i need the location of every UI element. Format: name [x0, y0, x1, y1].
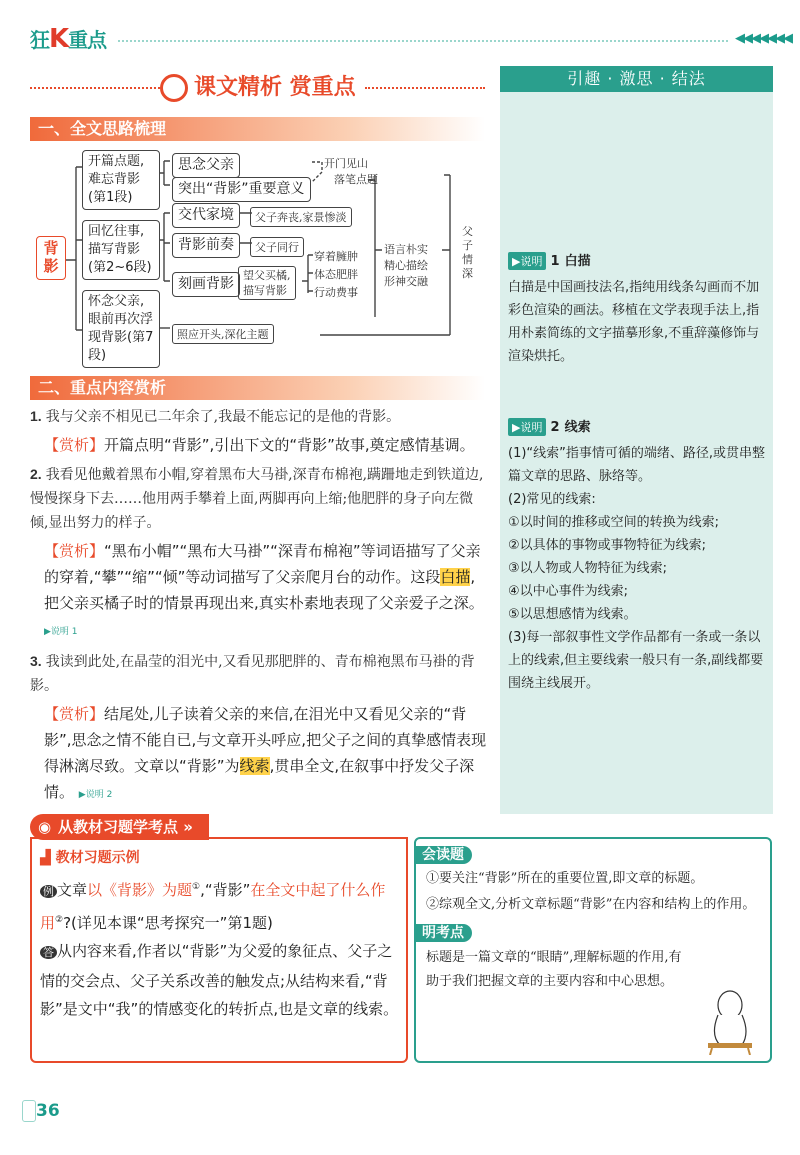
section-bar-outline: 一、全文思路梳理 [30, 117, 485, 141]
sidebar-note-1 [508, 250, 766, 368]
diagram-box-miss-father: 思念父亲 [172, 153, 240, 178]
note-text: 白描是中国画技法名,指纯用线条勾画而不加彩色渲染的画法。移植在文学表现手法上,指用朴素简练的文字描摹形象,不重辞藻修饰与渲染烘托。 [508, 280, 760, 364]
note-line: (2)常见的线索: [508, 492, 596, 507]
analysis-3: 【赏析】结尾处,儿子读着父亲的来信,在泪光中又看见父亲的“背影”,思念之情不能自已,与文章开头呼应,把父子之间的真挚感情表现得淋漓尽致。文章以“背影”为线索,贯串全文,在叙事中抒发父子深情。 ▶说明 2 [44, 705, 487, 801]
section-bar-analysis: 二、重点内容赏析 [30, 376, 485, 400]
diagram-note-language: 语言朴实 精心描绘 形神交融 [384, 243, 428, 288]
read-tip-1: ①要关注“背影”所在的重要位置,即文章的标题。 [426, 871, 704, 886]
quote-3: 3. 我读到此处,在晶莹的泪光中,又看见那肥胖的、青布棉袍黑布马褂的背影。 [30, 653, 475, 694]
note-ref-1[interactable]: ▶说明 1 [44, 627, 78, 637]
diagram-note-open: 开门见山 落笔点题 [324, 157, 378, 186]
diagram-part-2: 回忆往事,描写背影(第2~6段) [82, 220, 160, 280]
sidebar-note-2 [508, 416, 766, 695]
analysis-list [30, 404, 490, 812]
diagram-part-1: 开篇点题,难忘背影(第1段) [82, 150, 160, 210]
note-title: 白描 [564, 254, 591, 269]
quote-2: 2. 我看见他戴着黑布小帽,穿着黑布大马褂,深青布棉袍,蹒跚地走到铁道边,慢慢探身下去……他用两手攀着上面,两脚再向上缩;他肥胖的身子向左微倾,显出努力的样子。 [30, 466, 484, 531]
diagram-box-highlight: 突出“背影”重要意义 [172, 177, 311, 202]
header-dotted-rule [118, 40, 728, 42]
reading-character-illustration [700, 975, 760, 1055]
note-number: 1 [550, 254, 560, 269]
diagram-note-love: 父子情深 [462, 225, 473, 280]
header-arrows: ◀◀◀◀◀◀◀ [735, 31, 791, 46]
note-tag: ▶说明 [508, 418, 546, 436]
exercise-subtitle: ▟ 教材习题示例 [40, 850, 140, 866]
exercise-content [40, 847, 400, 1023]
note-tag: ▶说明 [508, 252, 546, 270]
note-line: (1)“线索”指事情可循的端绪、路径,或贯串整篇文章的思路、脉络等。 [508, 446, 766, 484]
title-rule-right [365, 87, 485, 89]
diagram-note-depict: 望父买橘, 描写背影 [238, 266, 296, 300]
diagram-note-actions: 穿着臃肿 体态肥胖 行动费事 [314, 250, 358, 299]
analysis-2: 【赏析】“黑布小帽”“黑布大马褂”“深青布棉袍”等词语描写了父亲的穿着,“攀”“缩”“倾”等动词描写了父亲爬月台的动作。这段白描,把父亲买橘子时的情景再现出来,真实朴素地表现了父亲爱子之深。 ▶说明 1 [44, 542, 484, 637]
note-line: ①以时间的推移或空间的转换为线索; [508, 515, 720, 530]
note-number: 2 [550, 420, 560, 435]
series-logo: 狂K重点 [30, 24, 107, 54]
analysis-1: 【赏析】开篇点明“背影”,引出下文的“背影”故事,奠定感情基调。 [44, 436, 475, 454]
quote-1: 1. 我与父亲不相见已二年余了,我最不能忘记的是他的背影。 [30, 408, 401, 425]
note-line: ②以具体的事物或事物特征为线索; [508, 538, 707, 553]
title-rule-left [30, 87, 160, 89]
read-question-tag: 会读题 [414, 846, 472, 864]
note-line: ⑤以思想感情为线索。 [508, 607, 637, 622]
diagram-note-echo: 照应开头,深化主题 [172, 324, 274, 344]
read-tip-2: ②综观全文,分析文章标题“背影”在内容和结构上的作用。 [426, 897, 756, 912]
tips-content [414, 844, 766, 994]
diagram-part-3: 怀念父亲,眼前再次浮现背影(第7段) [82, 290, 160, 368]
note-line: (3)每一部叙事性文学作品都有一条或一条以上的线索,但主要线索一般只有一条,副线都要围绕主线展开。 [508, 630, 764, 691]
diagram-box-before: 背影前奏 [172, 233, 240, 258]
diagram-root: 背影 [36, 236, 66, 280]
chart-icon: ▟ [40, 850, 56, 866]
sidebar-title: 引趣 · 激思 · 结法 [500, 66, 773, 92]
exercise-question: 例 文章以《背影》为题①,“背影”在全文中起了什么作用②?(详见本课“思考探究一”第1题) [40, 881, 386, 932]
exam-point-header: ◉ 从教材习题学考点 » [30, 814, 209, 840]
note-line: ③以人物或人物特征为线索; [508, 561, 668, 576]
note-ref-2[interactable]: ▶说明 2 [78, 790, 113, 800]
bulb-icon: ◉ [38, 818, 52, 836]
diagram-note-before: 父子同行 [250, 237, 304, 257]
note-line: ④以中心事件为线索; [508, 584, 629, 599]
page-number: 36 [36, 1101, 60, 1121]
diagram-box-family: 交代家境 [172, 203, 240, 228]
main-title: 课文精析 赏重点 [160, 70, 356, 102]
exam-point-tag: 明考点 [414, 924, 472, 942]
page-icon [22, 1100, 36, 1122]
exam-point-text: 标题是一篇文章的“眼睛”,理解标题的作用,有助于我们把握文章的主要内容和中心思想。 [426, 950, 682, 989]
title-icon [160, 74, 188, 102]
note-title: 线索 [564, 420, 591, 435]
diagram-note-family: 父子奔丧,家景惨淡 [250, 207, 352, 227]
diagram-box-depict: 刻画背影 [172, 272, 240, 297]
exercise-answer: 答 从内容来看,作者以“背影”为父爱的象征点、父子之情的交会点、父子关系改善的触发点;从结构来看,“背影”是文中“我”的情感变化的转折点,也是文章的线索。 [40, 942, 399, 1018]
